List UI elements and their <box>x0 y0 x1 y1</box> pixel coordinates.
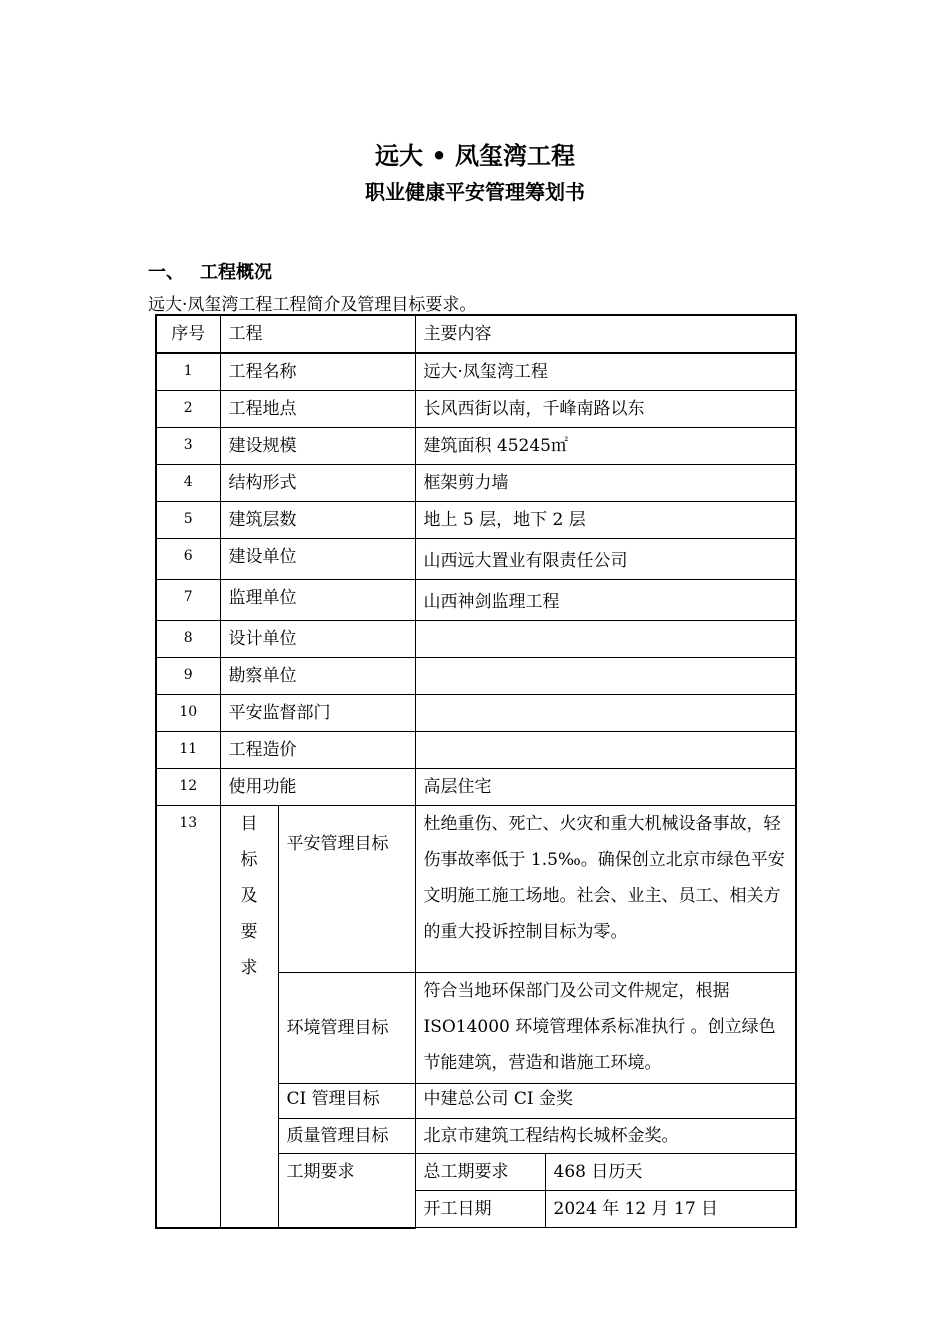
row-no: 3 <box>183 437 193 453</box>
start-date-value: 2024 年 12 月 17 日 <box>545 1191 796 1228</box>
row-content: 框架剪力墙 <box>415 465 796 502</box>
intro-text: 远大·凤玺湾工程工程简介及管理目标要求。 <box>148 295 477 315</box>
start-date-label: 开工日期 <box>415 1191 545 1228</box>
row-no: 4 <box>183 474 193 490</box>
row-item: 工程名称 <box>220 353 415 391</box>
section-number: 一、 <box>148 262 184 283</box>
section-heading <box>148 258 272 284</box>
quality-goal-content: 北京市建筑工程结构长城杯金奖。 <box>415 1119 796 1154</box>
row-content: 长风西街以南，千峰南路以东 <box>415 391 796 428</box>
row-item: 监理单位 <box>220 580 415 621</box>
row-no: 5 <box>183 511 193 527</box>
schedule-label: 工期要求 <box>278 1154 415 1228</box>
environment-goal-content: 符合当地环保部门及公司文件规定，根据 ISO14000 环境管理体系标准执行 。创立绿色节能建筑，营造和谐施工环境。 <box>415 973 796 1084</box>
row-no: 13 <box>179 815 198 831</box>
row-content: 山西远大置业有限责任公司 <box>415 539 796 580</box>
table-header-row <box>156 315 796 353</box>
document-title: 远大 • 凤玺湾工程 <box>374 142 576 170</box>
table-row <box>156 539 796 580</box>
row-no: 2 <box>183 400 193 416</box>
header-no: 序号 <box>156 315 220 353</box>
row-no: 10 <box>179 704 198 720</box>
row-item: 工程地点 <box>220 391 415 428</box>
header-content: 主要内容 <box>415 315 796 353</box>
table-row <box>156 502 796 539</box>
project-overview-table <box>155 314 797 1229</box>
table-row <box>156 621 796 658</box>
total-duration-value: 468 日历天 <box>545 1154 796 1191</box>
header-item: 工程 <box>220 315 415 353</box>
row-content <box>415 658 796 695</box>
safety-goal-label: 平安管理目标 <box>278 806 415 973</box>
quality-goal-label: 质量管理目标 <box>278 1119 415 1154</box>
table-row <box>156 465 796 502</box>
row-content: 建筑面积 45245㎡ <box>415 428 796 465</box>
environment-goal-label: 环境管理目标 <box>278 973 415 1084</box>
document-subtitle: 职业健康平安管理筹划书 <box>365 180 585 204</box>
goals-group-label: 目 标 及 要 求 <box>220 806 278 1228</box>
ci-goal-content: 中建总公司 CI 金奖 <box>415 1084 796 1119</box>
row-content: 远大·凤玺湾工程 <box>415 353 796 391</box>
row-content: 山西神剑监理工程 <box>415 580 796 621</box>
goals-row-safety <box>156 806 796 973</box>
row-no: 6 <box>183 548 193 564</box>
row-item: 勘察单位 <box>220 658 415 695</box>
row-item: 工程造价 <box>220 732 415 769</box>
row-item: 建设规模 <box>220 428 415 465</box>
row-no: 8 <box>183 630 193 646</box>
row-content <box>415 621 796 658</box>
row-no: 1 <box>183 363 193 379</box>
row-item: 平安监督部门 <box>220 695 415 732</box>
ci-goal-label: CI 管理目标 <box>278 1084 415 1119</box>
row-content <box>415 732 796 769</box>
table-row <box>156 658 796 695</box>
section-title: 工程概况 <box>200 262 272 283</box>
total-duration-label: 总工期要求 <box>415 1154 545 1191</box>
row-item: 使用功能 <box>220 769 415 806</box>
row-no: 12 <box>179 778 198 794</box>
row-content: 高层住宅 <box>415 769 796 806</box>
row-no: 11 <box>179 741 198 757</box>
table-row <box>156 769 796 806</box>
row-no: 9 <box>183 667 193 683</box>
row-item: 设计单位 <box>220 621 415 658</box>
row-content <box>415 695 796 732</box>
safety-goal-content: 杜绝重伤、死亡、火灾和重大机械设备事故，轻伤事故率低于 1.5‰。确保创立北京市绿色平安文明施工施工场地。社会、业主、员工、相关方的重大投诉控制目标为零。 <box>415 806 796 973</box>
table-row <box>156 353 796 391</box>
row-item: 建筑层数 <box>220 502 415 539</box>
table-row <box>156 391 796 428</box>
table-row <box>156 428 796 465</box>
row-no: 7 <box>183 589 193 605</box>
table-row <box>156 580 796 621</box>
table-row <box>156 732 796 769</box>
row-item: 建设单位 <box>220 539 415 580</box>
row-content: 地上 5 层，地下 2 层 <box>415 502 796 539</box>
table-row <box>156 695 796 732</box>
row-item: 结构形式 <box>220 465 415 502</box>
